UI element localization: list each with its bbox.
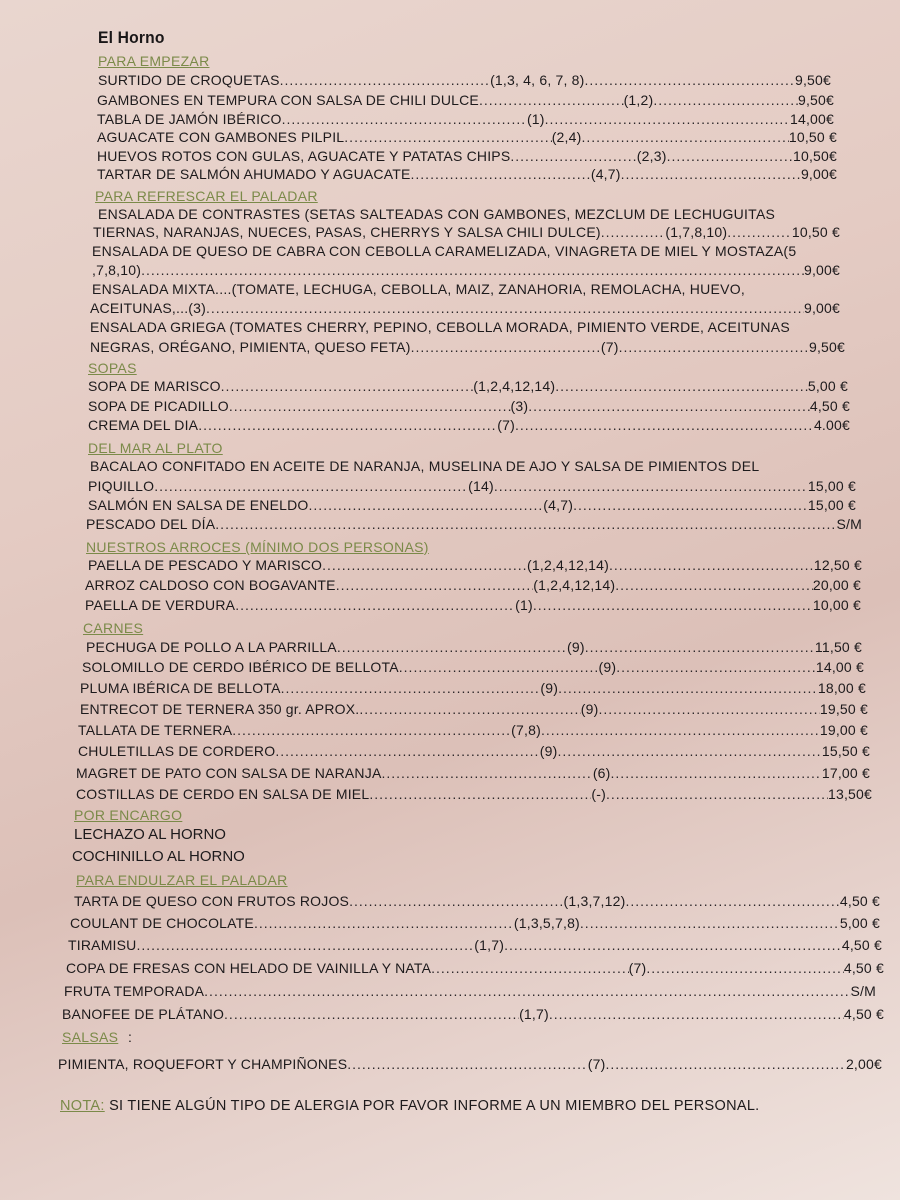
menu-item-text: ENSALADA MIXTA....(TOMATE, LECHUGA, CEBOLLA, MAIZ, ZANAHORIA, REMOLACHA, HUEVO, [92, 281, 745, 297]
menu-item: CHULETILLAS DE CORDERO ..... (9) ..... 15,50 € [78, 743, 870, 759]
menu-item: SOPA DE MARISCO ..... (1,2,4,12,14) ..... 5,00 € [88, 378, 848, 394]
menu-item: FRUTA TEMPORADA ..... S/M [64, 983, 876, 999]
menu-item: TIERNAS, NARANJAS, NUECES, PASAS, CHERRYS Y SALSA CHILI DULCE) ..... (1,7,8,10) ..... 10,50 € [93, 224, 840, 240]
menu-item: PIQUILLO ..... (14) ..... 15,00 € [88, 478, 856, 494]
menu-item-text: ENSALADA GRIEGA (TOMATES CHERRY, PEPINO, CEBOLLA MORADA, PIMIENTO VERDE, ACEITUNAS [90, 319, 790, 335]
menu-item: ENTRECOT DE TERNERA 350 gr. APROX. ..... (9) ..... 19,50 € [80, 701, 868, 717]
menu-item: COULANT DE CHOCOLATE ..... (1,3,5,7,8) ..... 5,00 € [70, 915, 880, 931]
menu-item: TARTAR DE SALMÓN AHUMADO Y AGUACATE ..... (4,7) ..... 9,00€ [97, 166, 837, 182]
menu-item: AGUACATE CON GAMBONES PILPIL ..... (2,4) ..... 10,50 € [97, 129, 837, 145]
menu-item: SURTIDO DE CROQUETAS ..... (1,3, 4, 6, 7, 8) ..... 9,50€ [98, 72, 831, 88]
menu-item: PECHUGA DE POLLO A LA PARRILLA ..... (9) ..... 11,50 € [86, 639, 862, 655]
allergy-note [60, 1098, 760, 1114]
menu-item: CREMA DEL DIA ..... (7) ..... 4.00€ [88, 417, 850, 433]
restaurant-name: El Horno [98, 28, 165, 47]
menu-item: NEGRAS, ORÉGANO, PIMIENTA, QUESO FETA) ..... (7) ..... 9,50€ [90, 339, 845, 355]
menu-item: SOPA DE PICADILLO ..... (3) ..... 4,50 € [88, 398, 850, 414]
menu-item: COCHINILLO AL HORNO [72, 848, 245, 865]
menu-item: ARROZ CALDOSO CON BOGAVANTE ..... (1,2,4,12,14) ..... 20,00 € [85, 577, 861, 593]
menu-item: COPA DE FRESAS CON HELADO DE VAINILLA Y NATA ..... (7) ..... 4,50 € [66, 960, 884, 976]
menu-item: ,7,8,10) ..... 9,00€ [92, 262, 840, 278]
menu-item-text: ENSALADA DE CONTRASTES (SETAS SALTEADAS CON GAMBONES, MEZCLUM DE LECHUGUITAS [98, 206, 776, 222]
section-heading-arroces: NUESTROS ARROCES (MÍNIMO DOS PERSONAS) [86, 539, 429, 555]
menu-item-text: ENSALADA DE QUESO DE CABRA CON CEBOLLA CARAMELIZADA, VINAGRETA DE MIEL Y MOSTAZA(5 [92, 243, 797, 259]
section-heading-carnes: CARNES [83, 620, 144, 636]
menu-item: MAGRET DE PATO CON SALSA DE NARANJA ..... (6) ..... 17,00 € [76, 765, 870, 781]
section-heading-salsas: SALSAS [62, 1029, 119, 1045]
menu-item: BANOFEE DE PLÁTANO ..... (1,7) ..... 4,50 € [62, 1006, 884, 1022]
menu-item: TIRAMISU ..... (1,7) ..... 4,50 € [68, 937, 882, 953]
menu-item: TABLA DE JAMÓN IBÉRICO ..... (1) ..... 14,00€ [97, 111, 834, 127]
note-label: NOTA: [60, 1098, 105, 1114]
menu-item: TALLATA DE TERNERA ..... (7,8) ..... 19,00 € [78, 722, 868, 738]
menu-item: TARTA DE QUESO CON FRUTOS ROJOS ..... (1,3,7,12) ..... 4,50 € [74, 893, 880, 909]
note-text: SI TIENE ALGÚN TIPO DE ALERGIA POR FAVOR INFORME A UN MIEMBRO DEL PERSONAL. [104, 1098, 760, 1114]
menu-item: PLUMA IBÉRICA DE BELLOTA ..... (9) ..... 18,00 € [80, 680, 866, 696]
menu-item-text: BACALAO CONFITADO EN ACEITE DE NARANJA, MUSELINA DE AJO Y SALSA DE PIMIENTOS DEL [90, 458, 760, 474]
section-heading-encargo: POR ENCARGO [74, 807, 183, 823]
menu-item: PAELLA DE PESCADO Y MARISCO ..... (1,2,4,12,14) ..... 12,50 € [88, 557, 862, 573]
menu-item: PESCADO DEL DÍA ..... S/M [86, 516, 862, 532]
menu-item: LECHAZO AL HORNO [74, 826, 226, 843]
section-heading-empezar: PARA EMPEZAR [98, 53, 210, 69]
section-heading-mar: DEL MAR AL PLATO [88, 440, 223, 456]
menu-item: ACEITUNAS,...(3) ..... 9,00€ [90, 300, 840, 316]
menu-item: PIMIENTA, ROQUEFORT Y CHAMPIÑONES ..... (7) ..... 2,00€ [58, 1056, 882, 1072]
section-heading-sopas: SOPAS [88, 360, 137, 376]
section-heading-endulzar: PARA ENDULZAR EL PALADAR [76, 872, 288, 888]
menu-item: HUEVOS ROTOS CON GULAS, AGUACATE Y PATATAS CHIPS ..... (2,3) ..... 10,50€ [97, 148, 837, 164]
salsas-colon: : [128, 1029, 132, 1045]
menu-item: GAMBONES EN TEMPURA CON SALSA DE CHILI DULCE ..... (1,2) ..... 9,50€ [97, 92, 834, 108]
menu-item: SALMÓN EN SALSA DE ENELDO ..... (4,7) ..... 15,00 € [88, 497, 856, 513]
menu-item: SOLOMILLO DE CERDO IBÉRICO DE BELLOTA ..... (9) ..... 14,00 € [82, 659, 864, 675]
menu-item: COSTILLAS DE CERDO EN SALSA DE MIEL ..... (-) ..... 13,50€ [76, 786, 872, 802]
menu-item: PAELLA DE VERDURA ..... (1) ..... 10,00 € [85, 597, 861, 613]
section-heading-refrescar: PARA REFRESCAR EL PALADAR [95, 188, 318, 204]
